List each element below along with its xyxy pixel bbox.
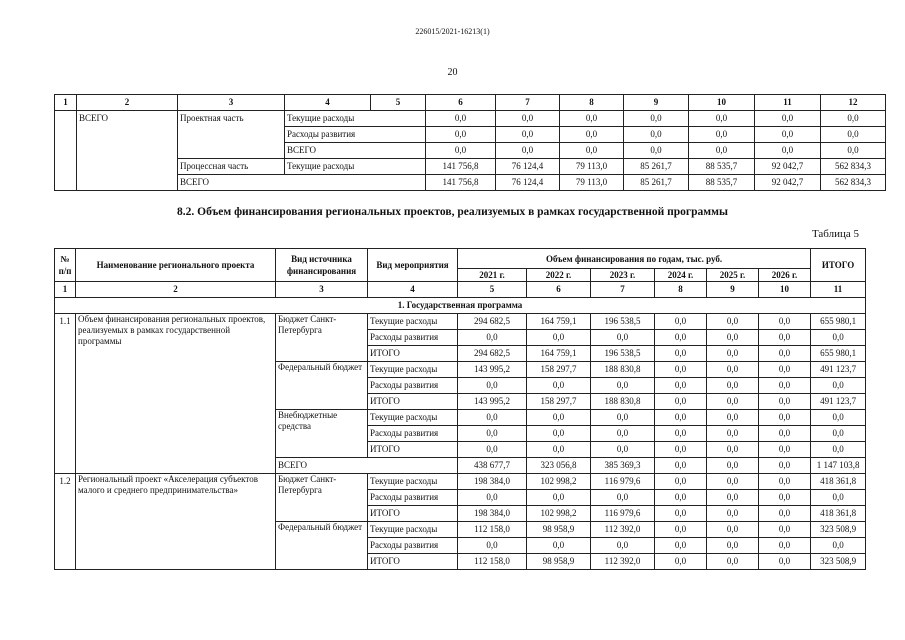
event-type: ИТОГО: [368, 346, 458, 362]
event-type: Расходы развития: [368, 426, 458, 442]
value-cell: 188 830,8: [591, 394, 655, 410]
table1-cell: 0,0: [496, 127, 560, 143]
table1-cell: 79 113,0: [560, 159, 624, 175]
table1-cell: 0,0: [821, 127, 886, 143]
value-cell: 196 538,5: [591, 314, 655, 330]
value-cell: 0,0: [759, 346, 811, 362]
value-cell: 0,0: [759, 362, 811, 378]
total-cell: 0,0: [811, 442, 866, 458]
value-cell: 0,0: [591, 410, 655, 426]
table1-cell: 0,0: [426, 111, 496, 127]
funding-source: Бюджет Санкт-Петербурга: [276, 314, 368, 362]
table1-cell: Расходы развития: [285, 127, 426, 143]
value-cell: 0,0: [759, 378, 811, 394]
event-type: Текущие расходы: [368, 522, 458, 538]
table1-cell: 0,0: [624, 127, 689, 143]
value-cell: 158 297,7: [527, 394, 591, 410]
table1-cell: 0,0: [755, 143, 821, 159]
section-title: 8.2. Объем финансирования региональных проектов, реализуемых в рамках государственной программы: [177, 206, 728, 218]
value-cell: 0,0: [591, 426, 655, 442]
table1-head: 1: [55, 95, 77, 111]
value-cell: 0,0: [707, 378, 759, 394]
value-cell: 0,0: [759, 506, 811, 522]
event-type: Расходы развития: [368, 330, 458, 346]
total-cell: 0,0: [811, 426, 866, 442]
col-number: 9: [707, 282, 759, 298]
col-header-name: Наименование регионального проекта: [76, 249, 276, 282]
value-cell: 0,0: [458, 538, 527, 554]
table1-cell: 562 834,3: [821, 159, 886, 175]
value-cell: 0,0: [759, 522, 811, 538]
event-type: Текущие расходы: [368, 410, 458, 426]
value-cell: 0,0: [527, 490, 591, 506]
group-title: 1. Государственная программа: [55, 298, 866, 314]
table1-cell: 141 756,8: [426, 159, 496, 175]
value-cell: 0,0: [707, 490, 759, 506]
total-cell: 0,0: [811, 410, 866, 426]
value-cell: 196 538,5: [591, 346, 655, 362]
col-number: 4: [368, 282, 458, 298]
table1-cell: 92 042,7: [755, 159, 821, 175]
value-cell: 0,0: [591, 538, 655, 554]
col-number: 6: [527, 282, 591, 298]
value-cell: 0,0: [527, 330, 591, 346]
value-cell: 0,0: [655, 314, 707, 330]
value-cell: 0,0: [707, 410, 759, 426]
table1-cell: 0,0: [755, 111, 821, 127]
total-cell: 418 361,8: [811, 474, 866, 490]
table1-head: 5: [371, 95, 426, 111]
table1-cell: 0,0: [689, 111, 755, 127]
table1-cell: ВСЕГО: [285, 143, 426, 159]
value-cell: 0,0: [707, 522, 759, 538]
document-stamp: 226015/2021-16213(1): [415, 27, 490, 36]
total-cell: 655 980,1: [811, 314, 866, 330]
value-cell: 0,0: [527, 410, 591, 426]
funding-source: Федеральный бюджет: [276, 362, 368, 410]
value-cell: 0,0: [707, 554, 759, 570]
total-cell: 323 508,9: [811, 554, 866, 570]
value-cell: 0,0: [759, 490, 811, 506]
table-row: [55, 314, 866, 330]
value-cell: 112 392,0: [591, 522, 655, 538]
col-header-year: 2025 г.: [707, 269, 759, 282]
value-cell: 0,0: [655, 506, 707, 522]
value-cell: 294 682,5: [458, 314, 527, 330]
funding-source: Федеральный бюджет: [276, 522, 368, 570]
value-cell: 0,0: [655, 522, 707, 538]
col-header-total: ИТОГО: [811, 249, 866, 282]
table1-cell: 0,0: [496, 111, 560, 127]
table1-head: 9: [624, 95, 689, 111]
total-cell: 491 123,7: [811, 362, 866, 378]
value-cell: 0,0: [591, 490, 655, 506]
group-row: [55, 298, 866, 314]
table-row: [55, 175, 886, 191]
table-continuation: [54, 94, 886, 191]
table1-cell: 141 756,8: [426, 175, 496, 191]
total-cell: 0,0: [811, 330, 866, 346]
table1-cell: 0,0: [560, 111, 624, 127]
table1-cell: 85 261,7: [624, 159, 689, 175]
table1-head: 10: [689, 95, 755, 111]
table1-cell: 0,0: [426, 127, 496, 143]
total-cell: 323 508,9: [811, 522, 866, 538]
value-cell: 0,0: [707, 474, 759, 490]
col-header-source: Вид источника финансирования: [276, 249, 368, 282]
value-cell: 0,0: [458, 378, 527, 394]
table-row: [55, 474, 866, 490]
table1-head: 6: [426, 95, 496, 111]
value-cell: 0,0: [527, 538, 591, 554]
value-cell: 0,0: [759, 538, 811, 554]
event-type: ИТОГО: [368, 506, 458, 522]
event-type: Расходы развития: [368, 490, 458, 506]
value-cell: 116 979,6: [591, 474, 655, 490]
col-number: 8: [655, 282, 707, 298]
table1-cell: 0,0: [689, 143, 755, 159]
value-cell: 98 958,9: [527, 522, 591, 538]
table1-head: 4: [285, 95, 371, 111]
value-cell: 0,0: [458, 442, 527, 458]
table1-cell: 0,0: [426, 143, 496, 159]
table1-cell: 88 535,7: [689, 159, 755, 175]
project-number: 1.2: [55, 474, 76, 570]
value-cell: 0,0: [655, 442, 707, 458]
table-label: Таблица 5: [811, 228, 859, 240]
total-cell: 0,0: [811, 490, 866, 506]
value-cell: 0,0: [458, 330, 527, 346]
table1-cell: 92 042,7: [755, 175, 821, 191]
total-cell: 0,0: [811, 378, 866, 394]
value-cell: 0,0: [655, 458, 707, 474]
value-cell: 0,0: [655, 346, 707, 362]
table1-head: 11: [755, 95, 821, 111]
table1-cell: Текущие расходы: [285, 159, 426, 175]
col-number: 3: [276, 282, 368, 298]
value-cell: 116 979,6: [591, 506, 655, 522]
event-type: ИТОГО: [368, 554, 458, 570]
value-cell: 0,0: [759, 458, 811, 474]
project-number: 1.1: [55, 314, 76, 474]
project-name: Объем финансирования региональных проектов, реализуемых в рамках государственной программы: [76, 314, 276, 474]
table-regional-projects: [54, 248, 866, 570]
table1-cell: 0,0: [624, 111, 689, 127]
value-cell: 0,0: [759, 410, 811, 426]
value-cell: 102 998,2: [527, 506, 591, 522]
event-type: ИТОГО: [368, 394, 458, 410]
value-cell: 0,0: [655, 378, 707, 394]
value-cell: 98 958,9: [527, 554, 591, 570]
col-header-year: 2024 г.: [655, 269, 707, 282]
value-cell: 0,0: [655, 490, 707, 506]
table-row: [55, 159, 886, 175]
value-cell: 323 056,8: [527, 458, 591, 474]
value-cell: 112 392,0: [591, 554, 655, 570]
value-cell: 0,0: [655, 426, 707, 442]
table1-header-row: [55, 95, 886, 111]
value-cell: 198 384,0: [458, 506, 527, 522]
event-type: Текущие расходы: [368, 474, 458, 490]
value-cell: 112 158,0: [458, 554, 527, 570]
total-cell: 1 147 103,8: [811, 458, 866, 474]
value-cell: 0,0: [458, 426, 527, 442]
value-cell: 0,0: [591, 442, 655, 458]
value-cell: 0,0: [527, 378, 591, 394]
table1-cell: 0,0: [689, 127, 755, 143]
value-cell: 0,0: [707, 458, 759, 474]
value-cell: 102 998,2: [527, 474, 591, 490]
value-cell: 0,0: [591, 330, 655, 346]
value-cell: 385 369,3: [591, 458, 655, 474]
table1-cell: ВСЕГО: [77, 111, 178, 191]
table1-cell: 562 834,3: [821, 175, 886, 191]
funding-source: Внебюджетные средства: [276, 410, 368, 458]
value-cell: 0,0: [655, 410, 707, 426]
value-cell: 0,0: [527, 426, 591, 442]
value-cell: 0,0: [707, 394, 759, 410]
table1-head: 8: [560, 95, 624, 111]
value-cell: 188 830,8: [591, 362, 655, 378]
value-cell: 0,0: [655, 330, 707, 346]
table1-cell: 0,0: [755, 127, 821, 143]
value-cell: 0,0: [707, 506, 759, 522]
total-cell: 0,0: [811, 538, 866, 554]
event-type: Текущие расходы: [368, 362, 458, 378]
col-number: 2: [76, 282, 276, 298]
table1-cell: 85 261,7: [624, 175, 689, 191]
table1-cell: ВСЕГО: [178, 175, 426, 191]
event-type: ИТОГО: [368, 442, 458, 458]
table2-number-row: [55, 282, 866, 298]
table1-head: 2: [77, 95, 178, 111]
col-header-year: 2021 г.: [458, 269, 527, 282]
table1-cell: 0,0: [624, 143, 689, 159]
value-cell: 143 995,2: [458, 394, 527, 410]
project-name: Региональный проект «Акселерация субъектов малого и среднего предпринимательства»: [76, 474, 276, 570]
col-number: 5: [458, 282, 527, 298]
value-cell: 0,0: [707, 362, 759, 378]
col-header-year: 2022 г.: [527, 269, 591, 282]
col-header-num: № п/п: [55, 249, 76, 282]
value-cell: 0,0: [527, 442, 591, 458]
table1-cell: Проектная часть: [178, 111, 285, 159]
table1-cell: 88 535,7: [689, 175, 755, 191]
value-cell: 0,0: [707, 442, 759, 458]
total-cell: 418 361,8: [811, 506, 866, 522]
table-row: [55, 111, 886, 127]
value-cell: 0,0: [707, 426, 759, 442]
col-header-year: 2026 г.: [759, 269, 811, 282]
value-cell: 0,0: [759, 314, 811, 330]
table1-cell: 0,0: [560, 143, 624, 159]
table1-head: 12: [821, 95, 886, 111]
col-header-volume: Объем финансирования по годам, тыс. руб.: [458, 249, 811, 269]
col-number: 1: [55, 282, 76, 298]
value-cell: 0,0: [458, 410, 527, 426]
value-cell: 0,0: [759, 474, 811, 490]
value-cell: 0,0: [759, 426, 811, 442]
value-cell: 0,0: [707, 314, 759, 330]
value-cell: 0,0: [655, 554, 707, 570]
table1-head: 7: [496, 95, 560, 111]
col-number: 7: [591, 282, 655, 298]
value-cell: 0,0: [707, 346, 759, 362]
value-cell: 0,0: [458, 490, 527, 506]
table2-header-row: [55, 249, 866, 269]
event-type: Текущие расходы: [368, 314, 458, 330]
event-type: Расходы развития: [368, 378, 458, 394]
table1-cell: Процессная часть: [178, 159, 285, 175]
value-cell: 143 995,2: [458, 362, 527, 378]
table1-cell: 0,0: [821, 111, 886, 127]
table1-cell: [55, 111, 77, 191]
col-header-event: Вид мероприятия: [368, 249, 458, 282]
value-cell: 0,0: [655, 474, 707, 490]
table1-head: 3: [178, 95, 285, 111]
value-cell: 0,0: [759, 394, 811, 410]
table1-cell: Текущие расходы: [285, 111, 426, 127]
table1-cell: 76 124,4: [496, 175, 560, 191]
total-cell: 655 980,1: [811, 346, 866, 362]
value-cell: 0,0: [759, 554, 811, 570]
col-header-year: 2023 г.: [591, 269, 655, 282]
value-cell: 112 158,0: [458, 522, 527, 538]
value-cell: 0,0: [655, 394, 707, 410]
value-cell: 438 677,7: [458, 458, 527, 474]
value-cell: 0,0: [591, 378, 655, 394]
value-cell: 0,0: [655, 538, 707, 554]
funding-source: Бюджет Санкт-Петербурга: [276, 474, 368, 522]
value-cell: 0,0: [707, 538, 759, 554]
table1-cell: 0,0: [560, 127, 624, 143]
table1-cell: 0,0: [496, 143, 560, 159]
value-cell: 164 759,1: [527, 314, 591, 330]
table1-cell: 79 113,0: [560, 175, 624, 191]
value-cell: 158 297,7: [527, 362, 591, 378]
total-cell: 491 123,7: [811, 394, 866, 410]
page-number: 20: [447, 67, 458, 78]
col-number: 10: [759, 282, 811, 298]
value-cell: 164 759,1: [527, 346, 591, 362]
col-number: 11: [811, 282, 866, 298]
value-cell: 0,0: [759, 442, 811, 458]
table1-cell: 0,0: [821, 143, 886, 159]
value-cell: 294 682,5: [458, 346, 527, 362]
value-cell: 0,0: [707, 330, 759, 346]
table1-cell: 76 124,4: [496, 159, 560, 175]
event-type: Расходы развития: [368, 538, 458, 554]
value-cell: 198 384,0: [458, 474, 527, 490]
total-label: ВСЕГО: [276, 458, 458, 474]
value-cell: 0,0: [655, 362, 707, 378]
value-cell: 0,0: [759, 330, 811, 346]
